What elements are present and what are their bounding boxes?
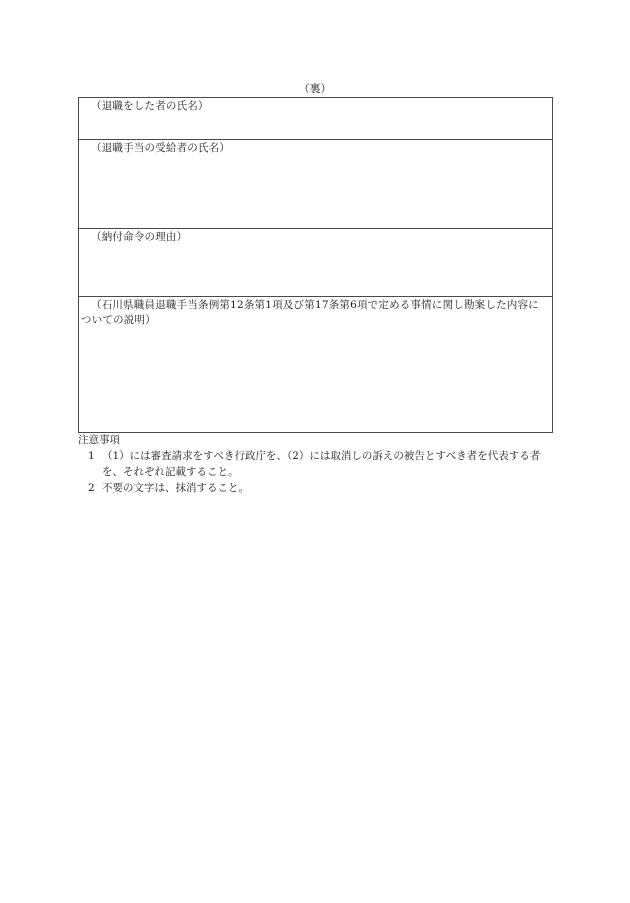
circumstances-explanation-label: （石川県職員退職手当条例第12条第1項及び第17条第6項で定める事情に関し勘案した内容についての説明） [81, 299, 539, 326]
note-item [78, 448, 554, 480]
note-number: 1 [88, 450, 95, 462]
recipient-name-label: （退職手当の受給者の氏名） [91, 142, 231, 154]
form-table [78, 97, 553, 433]
retiree-name-label: （退職をした者の氏名） [91, 100, 209, 112]
notes-section [78, 432, 554, 496]
retiree-name-field[interactable] [79, 98, 552, 139]
recipient-name-field[interactable] [79, 139, 552, 228]
payment-order-reason-field[interactable] [79, 228, 552, 296]
payment-order-reason-label: （納付命令の理由） [91, 231, 188, 243]
note-text: （1）には審査請求をすべき行政庁を、（2）には取消しの訴えの被告とすべき者を代表する者を、それぞれ記載すること。 [102, 450, 541, 478]
page-heading: （裏） [298, 82, 332, 95]
note-item [78, 480, 554, 496]
note-text: 不要の文字は、抹消すること。 [102, 482, 249, 494]
note-number: 2 [88, 482, 95, 494]
notes-heading: 注意事項 [78, 434, 120, 446]
circumstances-explanation-field[interactable] [79, 296, 552, 432]
